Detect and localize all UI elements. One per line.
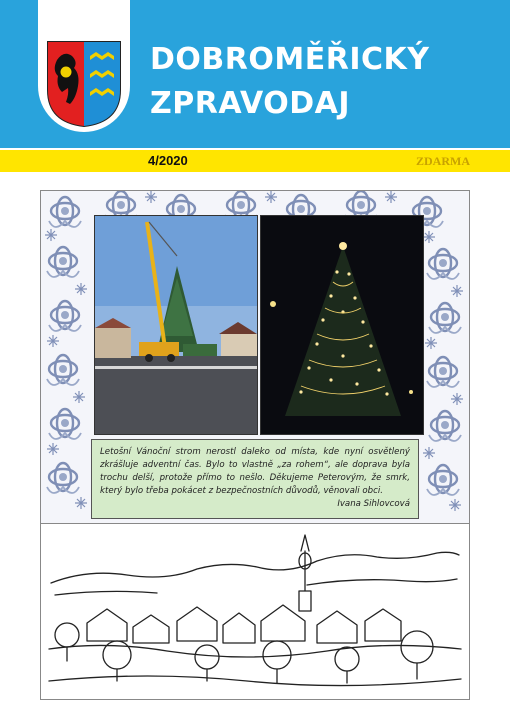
village-coat-of-arms-icon [44, 38, 124, 128]
village-sketch-illustration [47, 531, 463, 695]
cover-frame [40, 190, 470, 700]
page-title [150, 38, 429, 126]
issue-number: 4/2020 [148, 153, 188, 168]
christmas-tree-installation-photo [94, 215, 258, 435]
price-label: ZDARMA [416, 154, 470, 168]
caption-author: Ivana Sihlovcová [337, 499, 410, 509]
christmas-tree-illuminated-photo [260, 215, 424, 435]
header-bar [0, 0, 510, 148]
title-line-1: DOBROMĚŘICKÝ [150, 42, 430, 77]
caption-text: Letošní Vánoční strom nerostl daleko od místa, kde nyní osvětlený zkrášluje adventní čas. Bylo to vlastně „za rohem“, ale doprava byla trochu delší, protože přímo to nešlo. Děkujeme Peterovým, že smrk, který bylo třeba pokácet z bezpečnostních důvodů, věnovali obci. [100, 447, 410, 496]
section-divider [41, 523, 469, 524]
title-line-2: ZPRAVODAJ [150, 86, 350, 121]
photo-caption [91, 439, 419, 519]
